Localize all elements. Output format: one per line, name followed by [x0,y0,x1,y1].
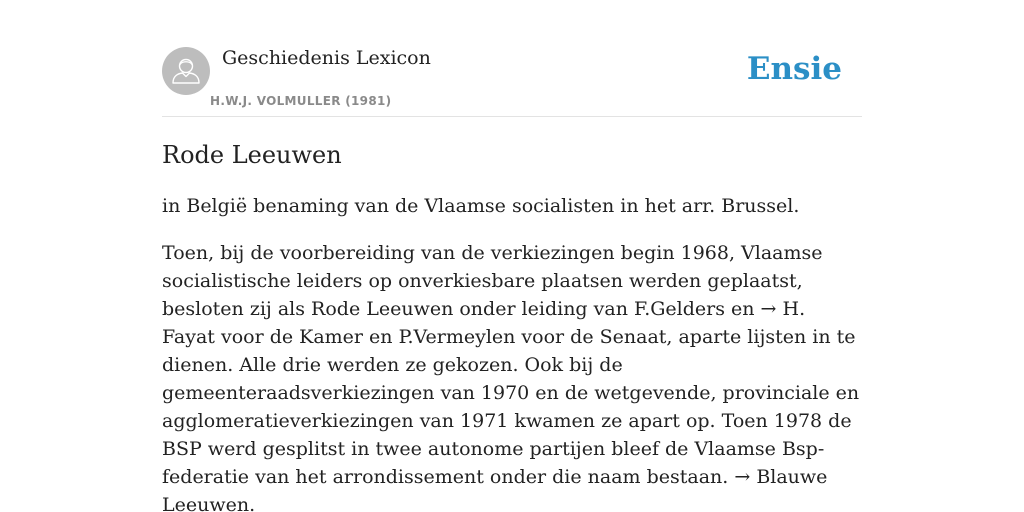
page [162,0,862,512]
blauwe-leeuwen-link[interactable]: → Blauwe Leeuwen [162,466,828,512]
paragraph-text: Toen, bij de voorbereiding van de verkiezingen begin 1968, Vlaamse socialistische leiders op onverkiesbare plaatsen werden geplaatst, besloten zij als Rode Leeuwen onder leiding van F.Gelders en [162,242,823,320]
paragraph-definition: in België benaming van de Vlaamse socialisten in het arr. Brussel. [162,195,800,217]
author-label[interactable]: H.W.J. VOLMULLER (1981) [210,94,392,108]
header [162,0,862,117]
user-icon [162,47,210,95]
paragraph-text: voor de Kamer en P.Vermeylen voor de Senaat, aparte lijsten in te dienen. Alle drie werden ze gekozen. Ook bij de gemeenteraadsverkiezingen van 1970 en de wetgevende, provinciale en agglomeratieverkiezingen van 1971 kwamen ze apart op. Toen 1978 de BSP werd gesplitst in twee autonome partijen bleef de Vlaamse Bsp-federatie van het arrondissement onder die naam bestaan. [162,326,860,488]
brand-logo[interactable]: Ensie [746,51,842,87]
paragraph-text: . [249,494,256,512]
article-body [162,192,862,512]
article-title: Rode Leeuwen [162,141,342,169]
paragraph-history [162,239,862,512]
book-title[interactable]: Geschiedenis Lexicon [222,47,431,69]
fayat-link[interactable]: → H. Fayat [162,298,806,348]
avatar [162,47,210,95]
